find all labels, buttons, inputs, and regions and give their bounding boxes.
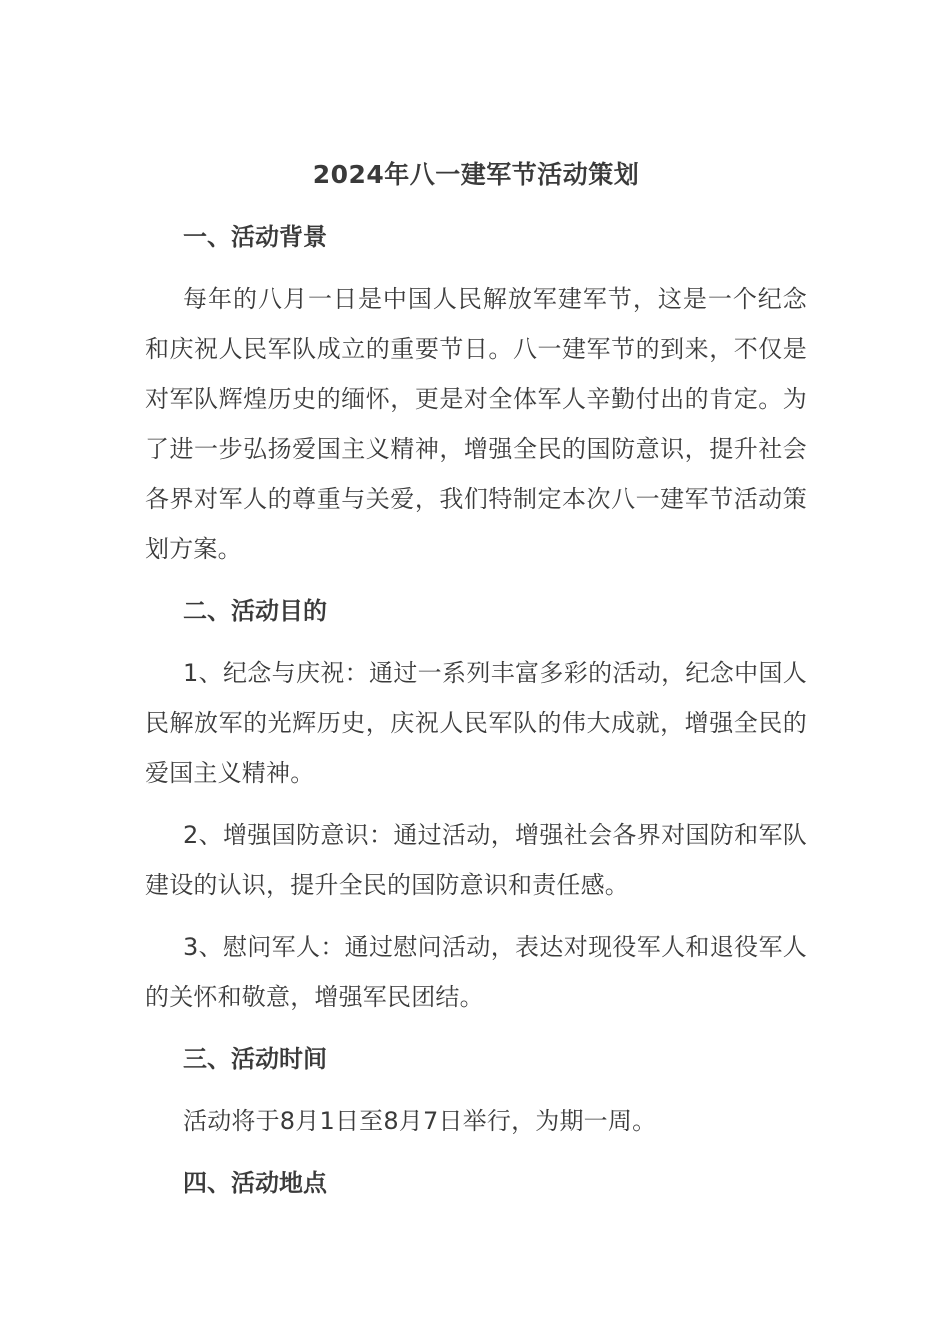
section-heading-location: 四、活动地点 [183, 1169, 327, 1197]
document-body [145, 150, 807, 1220]
document-title: 2024年八一建军节活动策划 [312, 160, 640, 189]
paragraph-purpose-defense-awareness: 2、增强国防意识：通过活动，增强社会各界对国防和军队建设的认识，提升全民的国防意识和责任感。 [145, 821, 807, 899]
paragraph-background: 每年的八月一日是中国人民解放军建军节，这是一个纪念和庆祝人民军队成立的重要节日。八一建军节的到来，不仅是对军队辉煌历史的缅怀，更是对全体军人辛勤付出的肯定。为了进一步弘扬爱国主义精神，增强全民的国防意识，提升社会各界对军人的尊重与关爱，我们特制定本次八一建军节活动策划方案。 [145, 285, 807, 563]
section-heading-background: 一、活动背景 [183, 223, 327, 251]
section-heading-purpose: 二、活动目的 [183, 597, 327, 625]
paragraph-purpose-commemoration: 1、纪念与庆祝：通过一系列丰富多彩的活动，纪念中国人民解放军的光辉历史，庆祝人民军队的伟大成就，增强全民的爱国主义精神。 [145, 659, 807, 787]
paragraph-purpose-visit-soldiers: 3、慰问军人：通过慰问活动，表达对现役军人和退役军人的关怀和敬意，增强军民团结。 [145, 933, 807, 1011]
paragraph-time: 活动将于8月1日至8月7日举行，为期一周。 [183, 1107, 657, 1135]
section-heading-time: 三、活动时间 [183, 1045, 327, 1073]
